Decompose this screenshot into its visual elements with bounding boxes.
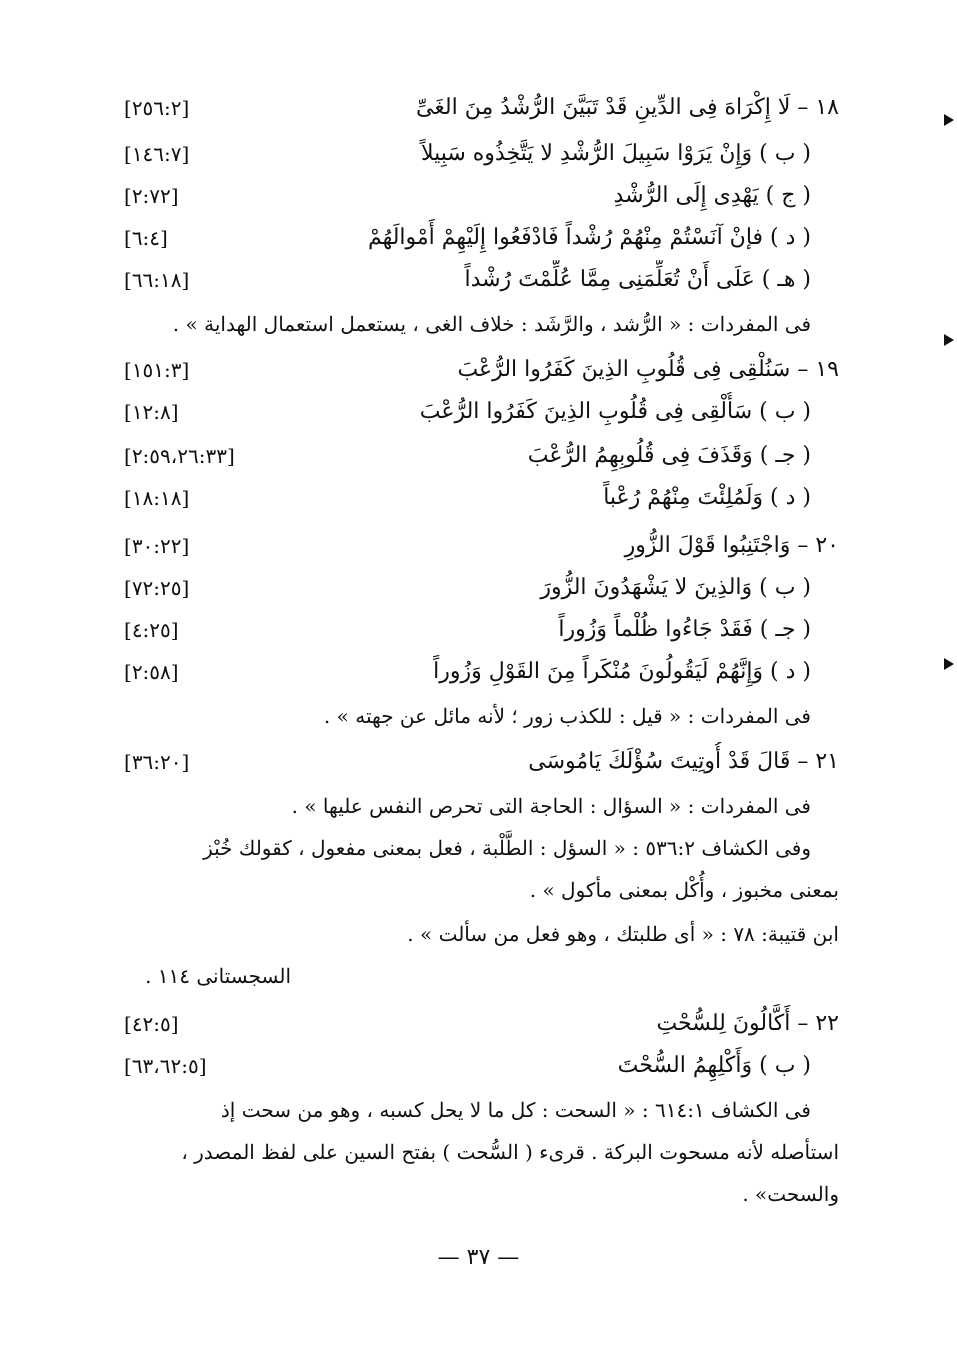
verse-text: ( ب ) وَإِنْ يَرَوْا سَبِيلَ الرُّشْدِ لا يَتَّخِذُوه سَبِيلاً [420,141,811,166]
margin-mark-icon [944,334,954,346]
commentary-line [112,1090,839,1130]
verse-reference: [٧٢:٢٥] [124,576,190,600]
verse-text: ( هـ ) عَلَى أَنْ تُعَلِّمَنِى مِمَّا عُلِّمْتَ رُشْداً [464,267,811,292]
commentary-text: والسحت» . [742,1182,839,1206]
commentary-text: فى المفردات : « السؤال : الحاجة التى تحرص النفس عليها » . [291,794,811,818]
page-number: — ٣٧ — [437,1245,520,1270]
verse-line [112,88,839,128]
verse-text: ٢١ – قَالَ قَدْ أُوتِيتَ سُؤْلَكَ يَامُوسَى [528,749,839,774]
commentary-text: ابن قتيبة: ٧٨ : « أى طلبتك ، وهو فعل من سألت » . [407,922,839,946]
verse-text: ( جـ ) وَقَذَفَ فِى قُلُوبِهِمُ الرُّعْبَ [527,443,811,468]
verse-reference: [١٨:١٨] [124,486,190,510]
verse-reference: [٢٥٦:٢] [124,96,190,120]
verse-text: ٢٢ – أَكَّالُونَ لِلسُّحْتِ [656,1011,839,1036]
verse-line [112,1004,839,1044]
verse-text: ( ب ) وَأَكْلِهِمُ السُّحْتَ [617,1053,811,1078]
verse-line [112,176,839,216]
verse-text: ( ب ) سَأُلْقِى فِى قُلُوبِ الذِينَ كَفَرُوا الرُّعْبَ [419,399,811,424]
commentary-line [112,1174,839,1214]
verse-text: ١٩ – سَنُلْقِى فِى قُلُوبِ الذِينَ كَفَرُوا الرُّعْبَ [457,357,839,382]
verse-reference: [٤:٢٥] [124,618,179,642]
commentary-line [112,914,839,954]
margin-mark-icon [944,114,954,126]
verse-reference: [٣٦:٢٠] [124,750,190,774]
verse-reference: [١٤٦:٧] [124,142,190,166]
commentary-text: فى الكشاف ٦١٤:١ : « السحت : كل ما لا يحل كسبه ، وهو من سحت إذ [220,1098,811,1122]
verse-line [112,478,839,518]
margin-mark-icon [944,658,954,670]
verse-line [112,610,839,650]
verse-line [112,350,839,390]
verse-reference: [٣٠:٢٢] [124,534,190,558]
commentary-text: وفى الكشاف ٥٣٦:٢ : « السؤل : الطَّلْبة ، فعل بمعنى مفعول ، كقولك خُبْز [203,836,811,860]
verse-text: ٢٠ – وَاجْتَنِبُوا قَوْلَ الزُّورِ [624,533,839,558]
verse-line [112,526,839,566]
verse-reference: [٦:٤] [124,226,168,250]
commentary-line [112,786,839,826]
verse-line [112,1046,839,1086]
verse-text: ( د ) فإنْ آنَسْتُمْ مِنْهُمْ رُشْداً فَادْفَعُوا إِلَيْهِمْ أَمْوالَهُمْ [367,225,811,250]
verse-line [112,742,839,782]
commentary-line [112,956,839,996]
verse-reference: [٦٣،٦٢:٥] [124,1054,207,1078]
commentary-line [112,304,839,344]
verse-text: ( ب ) وَالذِينَ لا يَشْهَدُونَ الزُّورَ [540,575,811,600]
verse-line [112,260,839,300]
verse-text: ( د ) وَلَمُلِئْتَ مِنْهُمْ رُعْباً [603,485,811,510]
verse-reference: [٤٢:٥] [124,1012,179,1036]
verse-text: ( جـ ) فَقَدْ جَاءُوا ظُلْماً وَزُوراً [558,617,811,642]
verse-reference: [٢:٧٢] [124,184,179,208]
verse-text: ( د ) وَإِنَّهُمْ لَيَقُولُونَ مُنْكَراً مِنَ القَوْلِ وَزُوراً [433,659,811,684]
commentary-line [112,1132,839,1172]
commentary-line [112,828,839,868]
commentary-line [112,696,839,736]
verse-line [112,218,839,258]
verse-reference: [٢:٥٨] [124,660,179,684]
commentary-text: السجستانى ١١٤ . [145,964,291,988]
verse-line [112,436,839,476]
verse-text: ١٨ – لَا إِكْرَاهَ فِى الدِّينِ قَدْ تَبَيَّنَ الرُّشْدُ مِنَ الغَىِّ [415,95,839,120]
verse-reference: [١٥١:٣] [124,358,190,382]
verse-line [112,392,839,432]
commentary-text: بمعنى مخبوز ، وأُكْل بمعنى مأكول » . [529,878,839,902]
verse-line [112,652,839,692]
commentary-text: فى المفردات : « قيل : للكذب زور ؛ لأنه مائل عن جهته » . [323,704,811,728]
verse-line [112,568,839,608]
verse-line [112,134,839,174]
verse-reference: [٦٦:١٨] [124,268,190,292]
verse-reference: [٢:٥٩،٢٦:٣٣] [124,444,235,468]
verse-reference: [١٢:٨] [124,400,179,424]
commentary-line [112,870,839,910]
commentary-text: استأصله لأنه مسحوت البركة . قرىء ( السُّحت ) بفتح السين على لفظ المصدر ، [181,1140,839,1164]
verse-text: ( ج ) يَهْدِى إِلَى الرُّشْدِ [613,183,811,208]
commentary-text: فى المفردات : « الرُّشد ، والرَّشَد : خلاف الغى ، يستعمل استعمال الهداية » . [172,312,811,336]
